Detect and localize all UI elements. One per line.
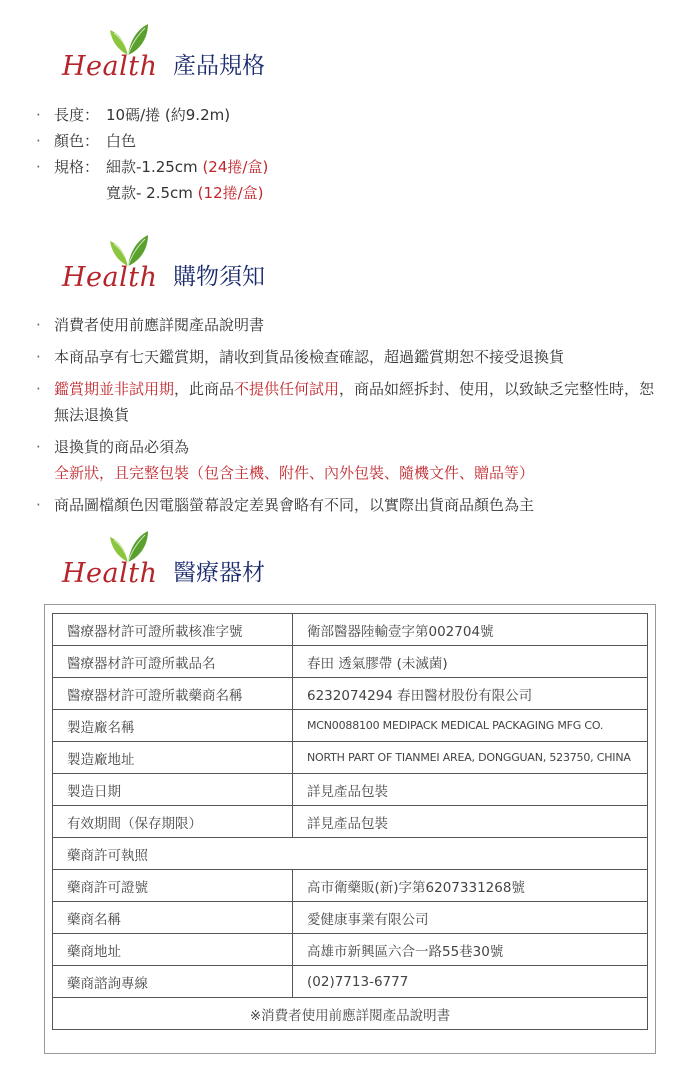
table-row: 有效期間（保存期限） 詳見產品包裝 [53, 806, 648, 838]
list-item: · 退換貨的商品必須為全新狀，且完整包裝（包含主機、附件、內外包裝、隨機文件、贈品等） [36, 438, 535, 482]
license-header: 藥商許可執照 [53, 838, 648, 870]
list-item: · 商品圖檔顏色因電腦螢幕設定差異會略有不同，以實際出貨商品顏色為主 [36, 496, 535, 514]
logo-text: Health [62, 51, 158, 82]
health-logo [62, 543, 167, 587]
table-row: 藥商地址 高雄市新興區六合一路55巷30號 [53, 934, 648, 966]
medical-info-panel [44, 604, 656, 1054]
table-row: 製造日期 詳見產品包裝 [53, 774, 648, 806]
logo-text: Health [62, 262, 158, 293]
table-row: 製造廠地址 NORTH PART OF TIANMEI AREA, DONGGUAN, 523750, CHINA [53, 742, 648, 774]
table-row: 藥商諮詢專線 (02)7713-6777 [53, 966, 648, 998]
list-item: · 顏色： 白色 [36, 132, 137, 150]
health-logo [62, 36, 167, 80]
table-row [53, 998, 648, 1030]
section-title: 醫療器材 [173, 560, 265, 586]
list-item: · 鑑賞期並非試用期，此商品不提供任何試用，商品如經拆封、使用，以致缺乏完整性時，恕無法退換貨 [36, 380, 655, 424]
spec-section-header [62, 36, 265, 80]
medical-section-header [62, 543, 265, 587]
table-row [53, 838, 648, 870]
list-item: · 本商品享有七天鑑賞期，請收到貨品後檢查確認，超過鑑賞期恕不接受退換貨 [36, 348, 565, 366]
section-title: 產品規格 [173, 53, 265, 79]
logo-text: Health [62, 558, 158, 589]
footer-note: ※消費者使用前應詳閱產品說明書 [53, 998, 648, 1030]
notice-section-header [62, 247, 265, 291]
list-item: · 消費者使用前應詳閱產品說明書 [36, 316, 265, 334]
spec-list [36, 102, 268, 206]
health-logo [62, 247, 167, 291]
table-row: 醫療器材許可證所載核准字號 衛部醫器陸輸壹字第002704號 [53, 614, 648, 646]
list-item: · 規格： 細款-1.25cm (24捲/盒) 寬款- 2.5cm (12捲/盒) [36, 158, 269, 202]
table-row: 製造廠名稱 MCN0088100 MEDIPACK MEDICAL PACKAGING MFG CO. [53, 710, 648, 742]
table-row: 醫療器材許可證所載品名 春田 透氣膠帶 (未滅菌) [53, 646, 648, 678]
notice-list [36, 312, 666, 524]
medical-info-table [52, 613, 648, 1030]
section-title: 購物須知 [173, 264, 265, 290]
list-item: · 長度： 10碼/捲 (約9.2m) [36, 106, 231, 124]
table-row: 藥商名稱 愛健康事業有限公司 [53, 902, 648, 934]
table-row: 藥商許可證號 高市衛藥販(新)字第6207331268號 [53, 870, 648, 902]
table-row: 醫療器材許可證所載藥商名稱 6232074294 春田醫材股份有限公司 [53, 678, 648, 710]
